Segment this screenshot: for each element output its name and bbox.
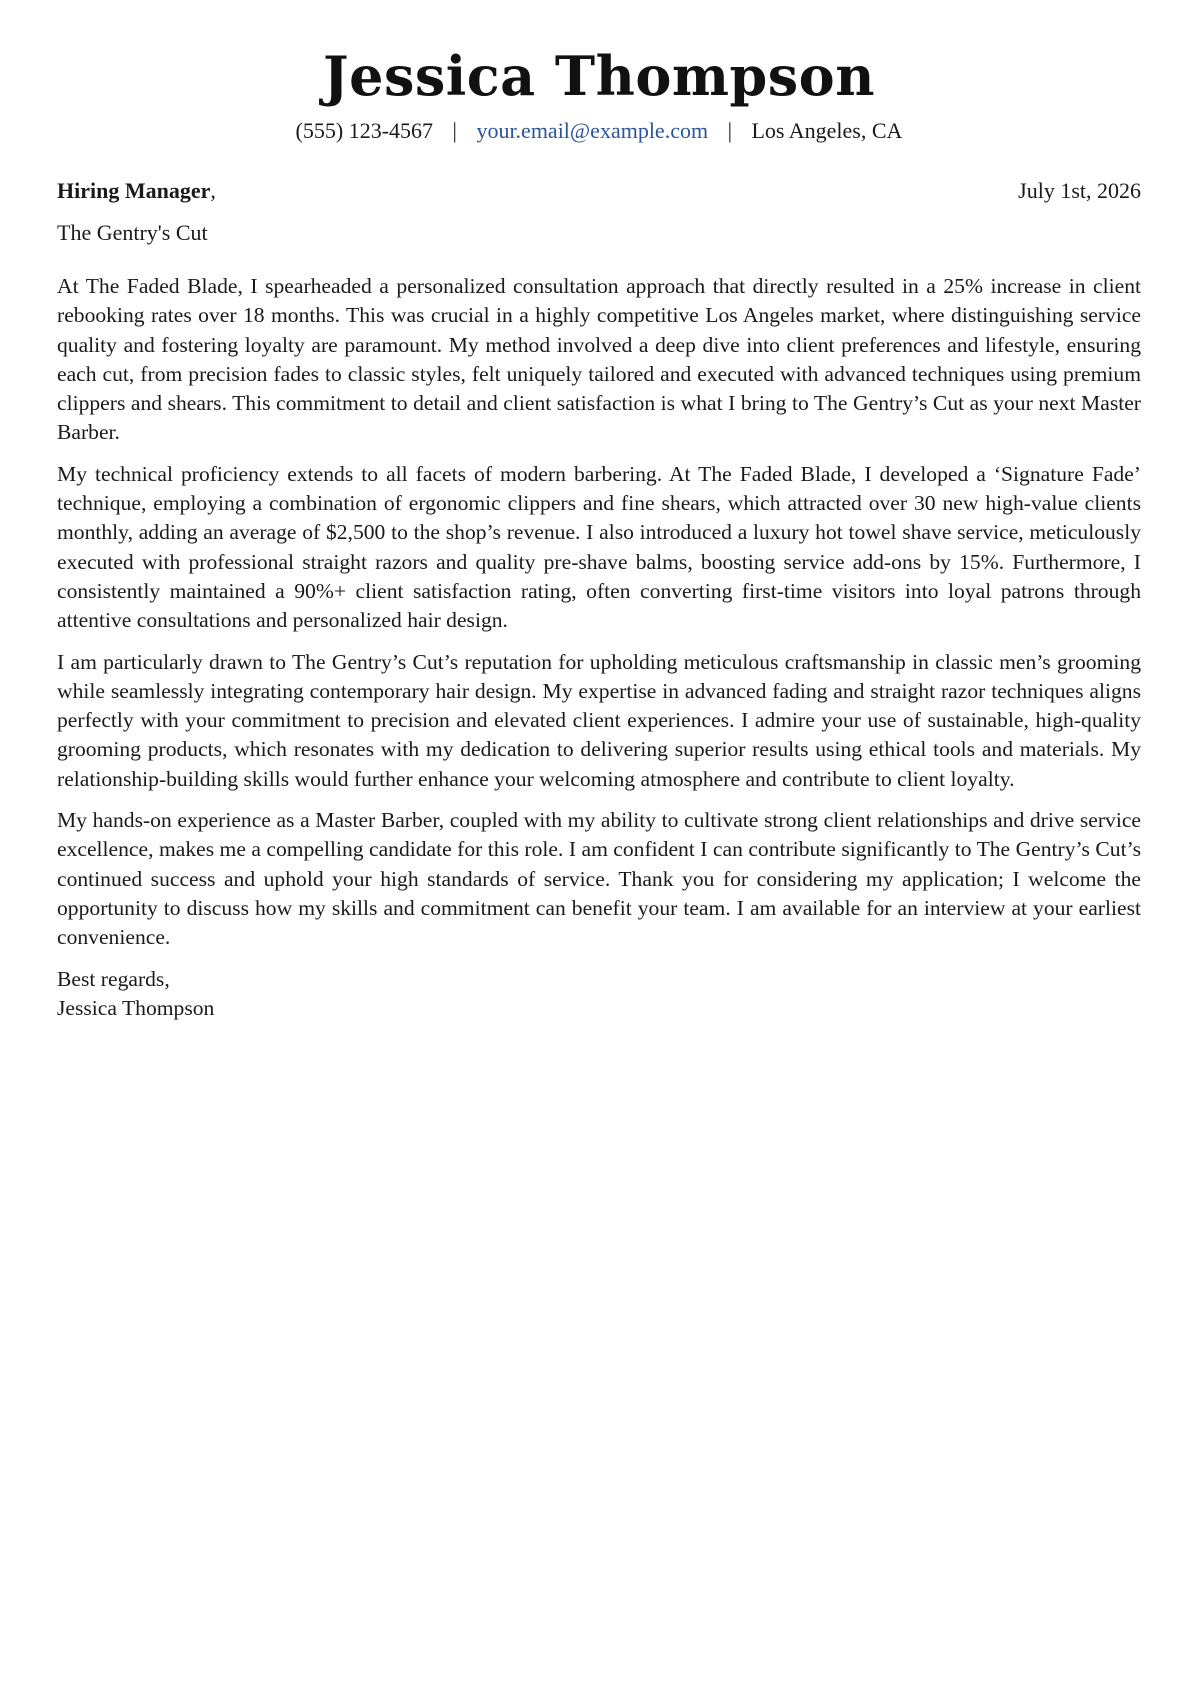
contact-separator: | xyxy=(727,118,732,143)
location: Los Angeles, CA xyxy=(751,118,903,143)
phone-number: (555) 123-4567 xyxy=(295,118,434,143)
contact-line xyxy=(57,116,1141,146)
cover-letter-page xyxy=(57,0,1141,1023)
body-paragraph: My technical proficiency extends to all facets of modern barbering. At The Faded Blade, I developed a ‘Signature Fade’ technique, employing a combination of ergonomic clippers and fine shears, which attracted over 30 new high-value clients monthly, adding an average of $2,500 to the shop’s revenue. I also introduced a luxury hot towel shave service, meticulously executed with professional straight razors and quality pre-shave balms, boosting service add-ons by 15%. Furthermore, I consistently maintained a 90%+ client satisfaction rating, often converting first-time visitors into loyal patrons through attentive consultations and personalized hair design. xyxy=(57,461,1141,633)
salutation xyxy=(57,176,216,206)
applicant-name: Jessica Thompson xyxy=(323,44,875,108)
company-name: The Gentry's Cut xyxy=(57,220,208,245)
email-link[interactable]: your.email@example.com xyxy=(476,118,709,143)
salutation-punct: , xyxy=(210,178,216,203)
letter-closing xyxy=(57,965,1141,1024)
body-paragraph: I am particularly drawn to The Gentry’s Cut’s reputation for upholding meticulous craftsmanship in classic men’s grooming while seamlessly integrating contemporary hair design. My expertise in advanced fading and straight razor techniques aligns perfectly with your commitment to precision and elevated client experiences. I admire your use of sustainable, high-quality grooming products, which resonates with my dedication to delivering superior results using ethical tools and materials. My relationship-building skills would further enhance your welcoming atmosphere and contribute to client loyalty. xyxy=(57,649,1141,791)
recipient-row xyxy=(57,176,1141,206)
contact-separator: | xyxy=(452,118,457,143)
body-paragraph: My hands-on experience as a Master Barber, coupled with my ability to cultivate strong client relationships and drive service excellence, makes me a compelling candidate for this role. I am confident I can contribute significantly to The Gentry’s Cut’s continued success and uphold your high standards of service. Thank you for considering my application; I welcome the opportunity to discuss how my skills and commitment can benefit your team. I am available for an interview at your earliest convenience. xyxy=(57,808,1141,950)
letter-date: July 1st, 2026 xyxy=(1018,178,1141,203)
letter-body xyxy=(57,272,1141,953)
signature-name: Jessica Thompson xyxy=(57,995,215,1020)
letter-header xyxy=(57,0,1141,146)
salutation-name: Hiring Manager xyxy=(57,178,211,203)
signoff: Best regards, xyxy=(57,966,170,991)
body-paragraph: At The Faded Blade, I spearheaded a personalized consultation approach that directly resulted in a 25% increase in client rebooking rates over 18 months. This was crucial in a highly competitive Los Angeles market, where distinguishing service quality and fostering loyalty are paramount. My method involved a deep dive into client preferences and lifestyle, ensuring each cut, from precision fades to classic styles, felt uniquely tailored and executed with advanced techniques using premium clippers and shears. This commitment to detail and client satisfaction is what I bring to The Gentry’s Cut as your next Master Barber. xyxy=(57,274,1141,445)
